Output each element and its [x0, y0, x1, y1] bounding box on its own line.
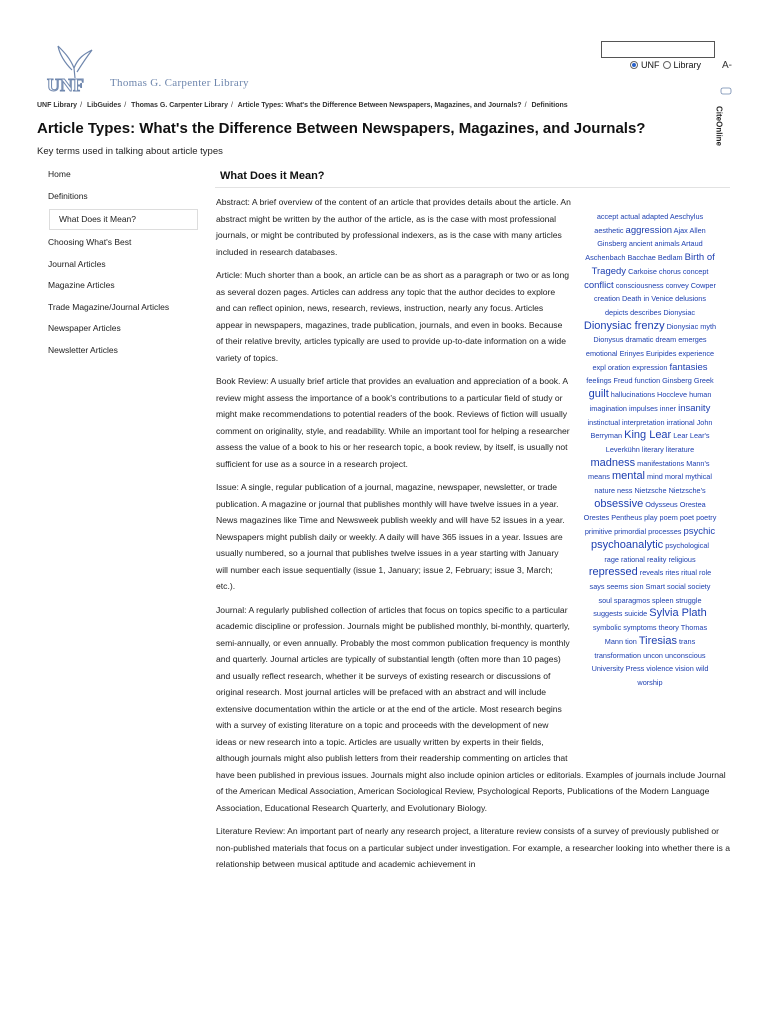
tag-cloud-link[interactable]: experience [678, 349, 715, 359]
tag-cloud-link[interactable]: Nietzsche [634, 486, 667, 496]
tag-cloud-link[interactable]: emerges [678, 335, 707, 345]
sidebar-item-definitions[interactable]: Definitions [48, 190, 88, 201]
tag-cloud-link[interactable]: convey [665, 280, 689, 290]
tag-cloud-link[interactable]: feelings [586, 376, 612, 386]
tag-cloud-link[interactable]: Cowper [690, 280, 716, 290]
link-icon[interactable] [720, 86, 732, 96]
tag-cloud-link[interactable]: Greek [693, 376, 714, 386]
tag-cloud-link[interactable]: Sylvia Plath [649, 607, 707, 620]
tag-cloud-link[interactable]: tion [625, 636, 637, 646]
tag-cloud-link[interactable]: insanity [678, 402, 711, 414]
tag-cloud-link[interactable]: uncon [643, 650, 663, 660]
section-heading-text: What Does it Mean? [220, 170, 325, 182]
tag-cloud-link[interactable]: aesthetic [594, 225, 624, 235]
tag-cloud-link[interactable]: literature [665, 444, 695, 454]
tag-cloud-link[interactable]: rational [620, 554, 645, 564]
sidebar-item-choosing-whats-best[interactable]: Choosing What's Best [48, 237, 132, 247]
tag-cloud-link[interactable]: expression [632, 362, 668, 372]
sidebar-item-trade-magazine-journal-articles[interactable]: Trade Magazine/Journal Articles [48, 301, 170, 312]
tag-cloud-link[interactable]: processes [648, 527, 682, 537]
tag-cloud-link[interactable]: Hoccleve [657, 390, 688, 400]
tag-cloud-link[interactable]: Dionysiac frenzy [583, 319, 665, 332]
scope-radio-unf[interactable] [630, 61, 638, 69]
tag-cloud-link[interactable]: psychological [665, 540, 709, 550]
tag-cloud-link[interactable]: repressed [588, 566, 638, 579]
tag-cloud-link[interactable]: reveals [639, 568, 664, 578]
definition-article: Article: Much shorter than a book, an article can be as short as a paragraph or two or as long as several dozen pages. Articles can address any topic that the author decides to explore and can reflect opinion, news, research, reviews, instruction, nearly any focus. Articles appear in newspapers, magazines, trade publication, journals, and even in books. Because of their relative brevity, articles typically are used to provide up-to-date information on a wide variety of topics. [216, 270, 570, 363]
tag-cloud-link[interactable]: inner [659, 403, 677, 413]
tag-cloud-link[interactable]: Dionysiac myth [666, 321, 717, 331]
scope-label-library: Library [673, 60, 702, 70]
tag-cloud-link[interactable]: Bacchae [627, 253, 656, 263]
tag-cloud-link[interactable]: manifestations [637, 458, 685, 468]
tag-cloud-link[interactable]: Freud [613, 376, 633, 386]
tag-cloud-link[interactable]: imagination [589, 403, 627, 413]
tag-cloud-link[interactable]: Artaud [681, 239, 703, 249]
tag-cloud-link[interactable]: Smart [645, 581, 666, 591]
tag-cloud-link[interactable]: reality [646, 554, 667, 564]
tag-cloud-link[interactable]: play [644, 513, 658, 523]
tag-cloud-link[interactable]: says [589, 581, 605, 591]
page-title: Article Types: What's the Difference Between Newspapers, Magazines, and Journals? [37, 120, 646, 137]
tag-cloud-link[interactable]: animals [654, 239, 680, 249]
sidebar-item-home[interactable]: Home [48, 169, 71, 179]
logo-text: UNF [47, 75, 84, 94]
tag-cloud-link[interactable]: Aeschylus [669, 212, 704, 221]
tag-cloud [583, 210, 717, 690]
tag-cloud-link[interactable]: spleen [652, 595, 674, 605]
tag-cloud-link[interactable]: Tiresias [638, 634, 677, 647]
tag-cloud-link[interactable]: function [634, 376, 661, 386]
tag-cloud-link[interactable]: King Lear [624, 429, 672, 442]
tag-cloud-link[interactable]: sion [630, 581, 644, 591]
tag-cloud-link[interactable]: theory [658, 623, 679, 633]
tag-cloud-link[interactable]: creation [594, 294, 620, 304]
tag-cloud-link[interactable]: mind [647, 472, 663, 482]
cite-online-tab[interactable] [712, 103, 726, 149]
tag-cloud-link[interactable]: Leverkühn [605, 444, 640, 454]
tag-cloud-link[interactable]: chorus [658, 266, 681, 276]
tag-cloud-link[interactable]: Orestes [583, 513, 610, 523]
definition-journal: Journal: A regularly published collection of articles that focus on topics specific to a particular academic discipline or profession. Journals might be published monthly, bi-monthly, quarterly, semi-annually, or even annually. Probably the most common publication frequency is monthly and quarterly. Journal articles are typically of substantial length (often more than 10 pages) and usually reflect research, whether it be surveys of existing research or discussions of original research. Most journal articles will be prefaced with an abstract and will include extensive documentation within the article or at the end of the article. Most research begins with a survey of existing literature on a topic and proceeds with the development of new ideas or new research into a topic. Articles are usually written by experts in their fields, although journals might also publish letters from their readership commenting on articles that [216, 604, 570, 763]
tag-cloud-link[interactable]: society [687, 581, 711, 591]
scope-radio-library[interactable] [663, 61, 671, 69]
tag-cloud-link[interactable]: conflict [584, 279, 614, 291]
font-size-toggle[interactable]: A- [722, 60, 732, 71]
breadcrumb-item[interactable]: Definitions [531, 102, 568, 109]
tag-cloud-link[interactable]: primitive [584, 527, 613, 537]
tag-cloud-link[interactable]: Lear's [689, 431, 710, 441]
tag-cloud-link[interactable]: trans [679, 636, 696, 646]
tag-cloud-link[interactable]: ness [617, 486, 633, 496]
tag-cloud-link[interactable]: ritual [681, 568, 697, 578]
scope-label-unf: UNF [641, 60, 660, 70]
tag-cloud-link[interactable]: Birth of Tragedy [591, 252, 715, 277]
tag-cloud-link[interactable]: depicts [604, 307, 629, 317]
definition-issue: Issue: A single, regular publication of a journal, magazine, newspaper, newsletter, or trade publication. A magazine or journal that publishes monthly will have twelve issues in a year. News magazines like Time and Newsweek publish weekly and will have 52 issues in a year. Newspapers might publish daily or weekly. A daily will have 365 issues in a year. Issues are usually numbered, so a journal that publishes twelve issues in a year starting with January will number each issue sequentially (issue 1, January; issue 2, February; issue 3, March; etc.). [216, 482, 565, 591]
tag-cloud-link[interactable]: rites [665, 568, 680, 578]
tag-cloud-link[interactable]: worship [637, 677, 663, 687]
tag-cloud-link[interactable]: suicide [624, 609, 648, 619]
sidebar-item-journal-articles[interactable]: Journal Articles [48, 258, 106, 269]
tag-cloud-link[interactable]: unconscious [665, 650, 706, 660]
tag-cloud-link[interactable]: fantasies [669, 361, 708, 373]
tag-cloud-link[interactable]: accept [596, 212, 619, 221]
tag-cloud-link[interactable]: consciousness [615, 280, 664, 290]
tag-cloud-link[interactable]: primordial [614, 527, 647, 537]
sidebar-item-newspaper-articles[interactable]: Newspaper Articles [48, 323, 121, 333]
tag-cloud-link[interactable]: struggle [675, 595, 702, 605]
tag-cloud-link[interactable]: psychoanalytic [591, 538, 664, 551]
tag-cloud-link[interactable]: irrational [666, 417, 695, 427]
breadcrumb-item[interactable]: LibGuides [86, 102, 122, 109]
tag-cloud-link[interactable]: interpretation [622, 417, 665, 427]
tag-cloud-link[interactable]: concept [682, 266, 709, 276]
tag-cloud-link[interactable]: obsessive [594, 497, 644, 510]
sidebar-item-magazine-articles[interactable]: Magazine Articles [48, 280, 115, 290]
tag-cloud-link[interactable]: seems [606, 581, 629, 591]
tag-cloud-link[interactable]: adapted [641, 212, 669, 221]
definition-literature-review: Literature Review: An important part of nearly any research project, a literature review consists of a survey of previously published or non-published materials that focus on a particular subject under investigation. For example, a researcher looking into whether there is a relationship between musical aptitude and academic achievement in [216, 826, 730, 869]
unf-osprey-logo-icon[interactable] [44, 42, 104, 94]
tag-cloud-link[interactable]: Ajax [673, 225, 688, 235]
tag-cloud-link[interactable]: Death in Venice [622, 294, 674, 304]
tag-cloud-link[interactable]: moral [664, 472, 684, 482]
tag-cloud-link[interactable]: human [689, 390, 712, 400]
tag-cloud-link[interactable]: Nietzsche's [668, 486, 706, 496]
tag-cloud-link[interactable]: symbolic [592, 623, 622, 633]
tag-cloud-link[interactable]: dramatic [625, 335, 654, 345]
tag-cloud-link[interactable]: Mann's [686, 458, 710, 468]
tag-cloud-link[interactable]: describes [630, 307, 662, 317]
tag-cloud-link[interactable]: sparagmos [613, 595, 650, 605]
section-heading [215, 168, 730, 188]
tag-cloud-link[interactable]: mental [611, 470, 646, 483]
tag-cloud-link[interactable]: social [667, 581, 686, 591]
tag-cloud-link[interactable]: hallucinations [610, 390, 656, 400]
tag-cloud-link[interactable]: vision [675, 664, 694, 674]
guide-sidebar [40, 164, 198, 361]
breadcrumb: UNF Library / LibGuides / Thomas G. Carpenter Library / Article Types: What's the Difference Between Newspapers, Magazines, and Journals? / Definitions [37, 102, 568, 109]
breadcrumb-item[interactable]: UNF Library [37, 102, 78, 109]
breadcrumb-item[interactable]: Article Types: What's the Difference Between Newspapers, Magazines, and Journals? [237, 102, 522, 109]
tag-cloud-link[interactable]: University Press [591, 664, 645, 674]
search-scope [630, 60, 701, 70]
sidebar-item-what-does-it-mean[interactable]: What Does it Mean? [49, 209, 198, 230]
tag-cloud-link[interactable]: Ginsberg [662, 376, 692, 386]
tag-cloud-link[interactable]: role [699, 568, 712, 578]
tag-cloud-link[interactable]: poetry [696, 513, 717, 523]
tag-cloud-link[interactable]: dream [655, 335, 677, 345]
tag-cloud-link[interactable]: impulses [629, 403, 658, 413]
tag-cloud-link[interactable]: Pentheus [611, 513, 643, 523]
tag-cloud-link[interactable]: John Berryman [590, 417, 713, 441]
definition-book-review: Book Review: A usually brief article that provides an evaluation and appreciation of a book. A review might assess the importance of a book's contributions to a particular field of study or might make recommendations to potential readers of the book. Reviews of fiction will usually comment on originality, style, and readability. While an important tool for helping a researcher assess the value of a book to his or her research topic, a book review, by itself, is usually not sufficient for use as a source in a research project. [216, 376, 570, 469]
definition-journal-continued: have been published in previous issues. Journals might also include opinion articles or editorials. Examples of journals include Journal of the American Medical Association, American Sociological Review, Psychological Reports, Publications of the Modern Language Association, Educational Research Quarterly, and Evolutionary Biology. [216, 769, 726, 813]
tag-cloud-link[interactable]: actual [620, 212, 640, 221]
tag-cloud-link[interactable]: instinctual [587, 417, 620, 427]
tag-cloud-link[interactable]: poem [659, 513, 678, 523]
tag-cloud-link[interactable]: Euripides [645, 349, 677, 359]
tag-cloud-link[interactable]: Aschenbach [585, 253, 626, 263]
tag-cloud-link[interactable]: nature [594, 486, 616, 496]
tag-cloud-link[interactable]: rage [604, 554, 619, 564]
tag-cloud-link[interactable]: Ginsberg [597, 239, 627, 249]
tag-cloud-link[interactable]: emotional [585, 349, 618, 359]
tag-cloud-link[interactable]: transformation [594, 650, 642, 660]
tag-cloud-link[interactable]: Odysseus [645, 499, 678, 509]
tag-cloud-link[interactable]: Dionysiac [663, 307, 696, 317]
tag-cloud-link[interactable]: literary [641, 444, 664, 454]
tag-cloud-link[interactable]: means [588, 472, 610, 482]
tag-cloud-link[interactable]: soul [598, 595, 612, 605]
tag-cloud-link[interactable]: Allen [689, 225, 706, 235]
tag-cloud-link[interactable]: Orestea [679, 499, 706, 509]
tag-cloud-link[interactable]: symptoms [623, 623, 657, 633]
tag-cloud-link[interactable]: religious [668, 554, 696, 564]
cite-online-label: CiteOnline [714, 105, 724, 147]
search-input[interactable] [601, 41, 715, 58]
tag-cloud-link[interactable]: Bedlam [657, 253, 683, 263]
tag-cloud-link[interactable]: ancient [628, 239, 653, 249]
breadcrumb-item[interactable]: Thomas G. Carpenter Library [131, 102, 228, 109]
tag-cloud-link[interactable]: mythical [685, 472, 712, 482]
tag-cloud-link[interactable]: suggests [593, 609, 623, 619]
tag-cloud-link[interactable]: Carkoise [628, 266, 657, 276]
tag-cloud-link[interactable]: psychic [683, 526, 716, 538]
tag-cloud-link[interactable]: poet [679, 513, 695, 523]
tag-cloud-link[interactable]: violence [646, 664, 674, 674]
tag-cloud-link[interactable]: Dionysus [593, 335, 624, 345]
tag-cloud-link[interactable]: madness [590, 456, 636, 469]
tag-cloud-link[interactable]: oration [607, 362, 631, 372]
tag-cloud-link[interactable]: wild [695, 664, 709, 674]
tag-cloud-link[interactable]: Erinyes [619, 349, 644, 359]
tag-cloud-link[interactable]: expl [592, 362, 606, 372]
page-subtitle: Key terms used in talking about article types [37, 146, 223, 157]
definition-abstract: Abstract: A brief overview of the content of an article that provides details about the article. An abstract might be written by the author of the article, as is the case with most professional journals, or might be contributed by professional indexers, as is the case with many articles included in research databases. [216, 197, 571, 257]
sidebar-item-newsletter-articles[interactable]: Newsletter Articles [48, 344, 118, 355]
tag-cloud-link[interactable]: Thomas Mann [604, 623, 708, 646]
library-name[interactable]: Thomas G. Carpenter Library [110, 77, 249, 89]
tag-cloud-link[interactable]: Lear [673, 431, 688, 441]
tag-cloud-link[interactable]: delusions [675, 294, 706, 304]
tag-cloud-link[interactable]: aggression [625, 224, 673, 236]
tag-cloud-link[interactable]: guilt [588, 388, 609, 401]
